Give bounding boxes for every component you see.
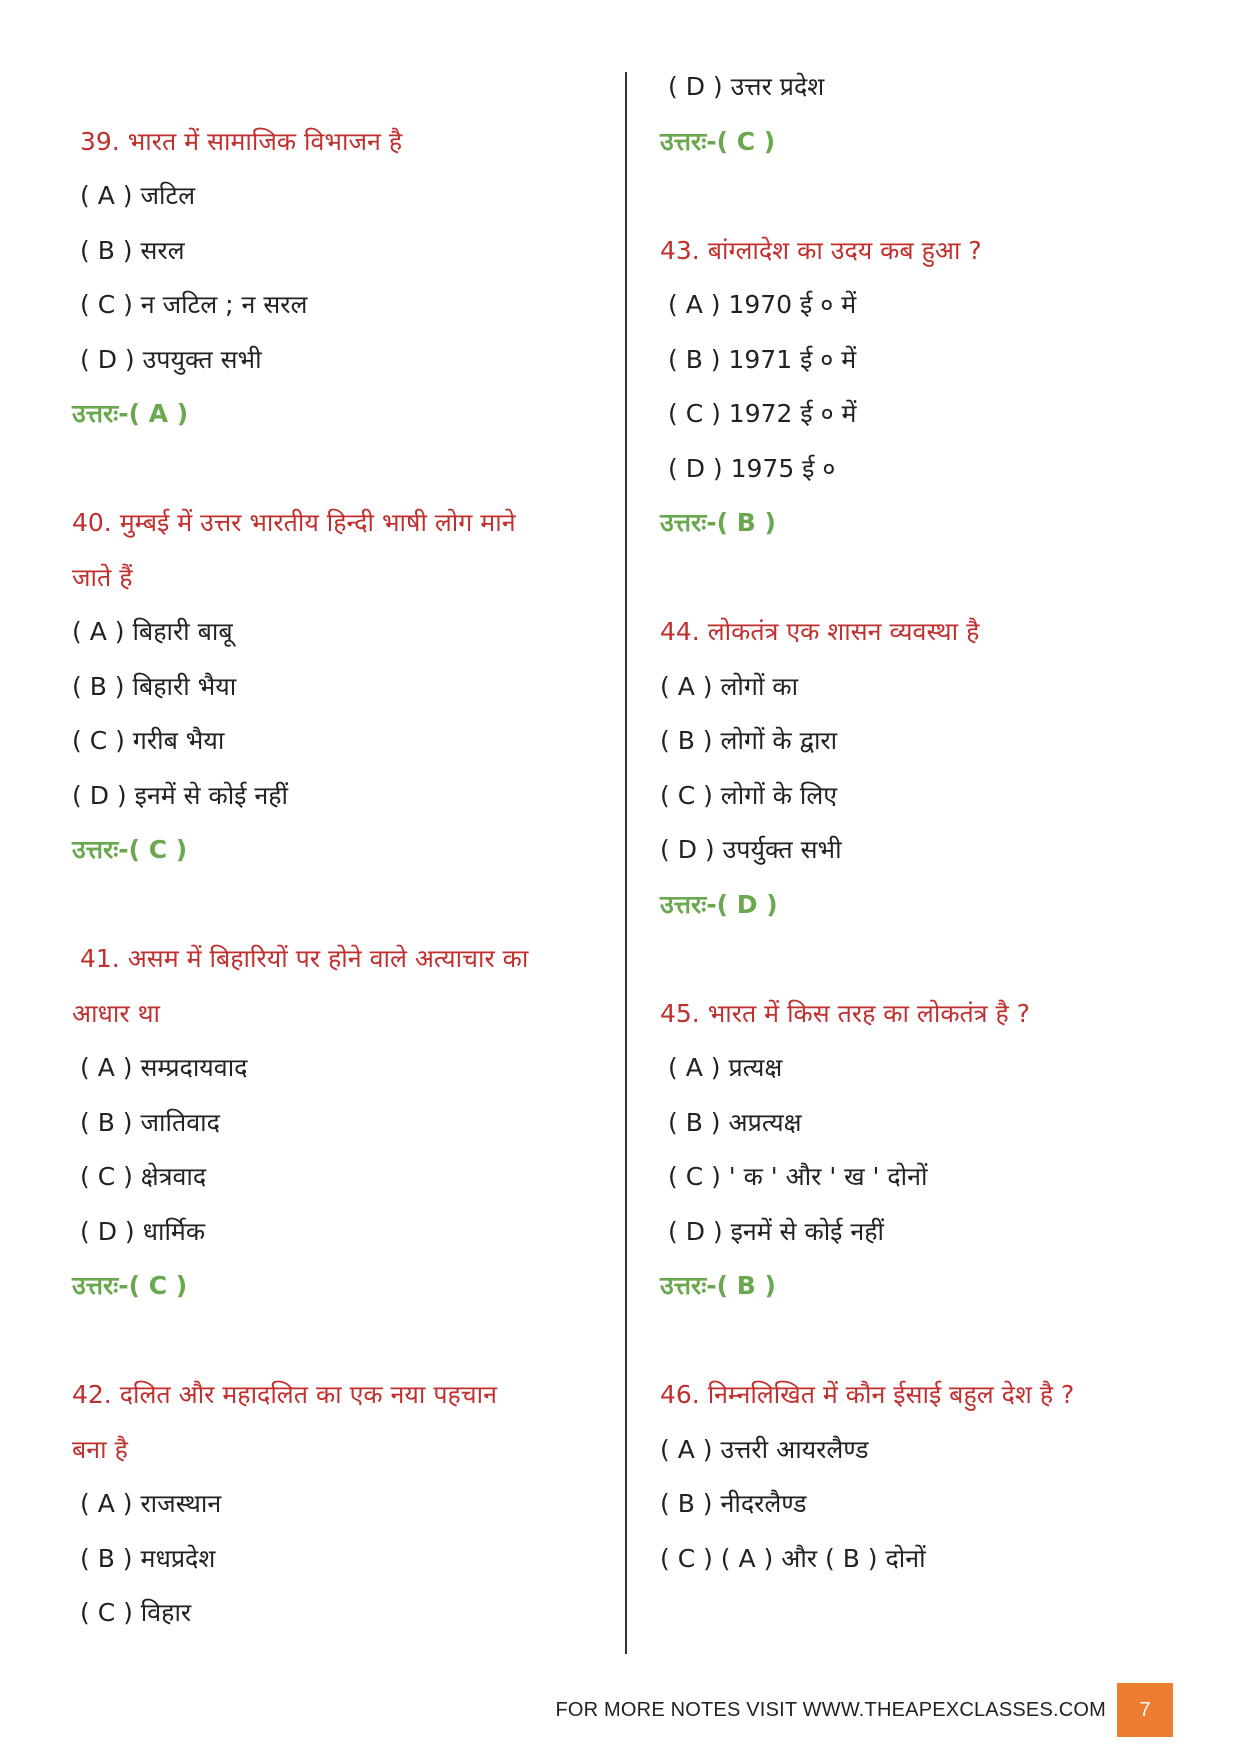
option-44-d: ( D ) उपर्युक्त सभी — [660, 835, 842, 864]
option-46-b: ( B ) नीदरलैण्ड — [660, 1489, 807, 1518]
option-44-b: ( B ) लोगों के द्वारा — [660, 726, 838, 755]
option-42-d: ( D ) उत्तर प्रदेश — [668, 72, 825, 101]
option-43-d: ( D ) 1975 ई ० — [668, 453, 836, 483]
question-41-line1: 41. असम में बिहारियों पर होने वाले अत्याचार का — [80, 944, 529, 973]
left-column — [72, 60, 612, 1641]
question-40-line2: जाते हैं — [72, 562, 133, 592]
option-39-b: ( B ) सरल — [80, 235, 185, 265]
answer-42: उत्तरः-( C ) — [660, 126, 776, 156]
page-footer — [0, 1683, 1241, 1737]
option-43-b: ( B ) 1971 ई ० में — [668, 344, 857, 374]
option-44-c: ( C ) लोगों के लिए — [660, 780, 838, 810]
option-41-a: ( A ) सम्प्रदायवाद — [80, 1053, 248, 1082]
answer-45: उत्तरः-( B ) — [660, 1271, 776, 1300]
option-42-a: ( A ) राजस्थान — [80, 1489, 222, 1518]
footer-website-text: FOR MORE NOTES VISIT WWW.THEAPEXCLASSES.COM — [555, 1699, 1106, 1721]
option-42-c: ( C ) विहार — [80, 1598, 192, 1627]
option-39-c: ( C ) न जटिल ; न सरल — [80, 290, 308, 319]
option-39-a: ( A ) जटिल — [80, 181, 196, 210]
option-45-a: ( A ) प्रत्यक्ष — [668, 1053, 783, 1082]
question-44: 44. लोकतंत्र एक शासन व्यवस्था है — [660, 617, 980, 646]
option-46-c: ( C ) ( A ) और ( B ) दोनों — [660, 1543, 926, 1573]
option-40-a: ( A ) बिहारी बाबू — [72, 617, 233, 646]
option-43-c: ( C ) 1972 ई ० में — [668, 399, 857, 428]
question-43: 43. बांग्लादेश का उदय कब हुआ ? — [660, 235, 982, 265]
question-39: 39. भारत में सामाजिक विभाजन है — [80, 126, 403, 156]
page-number-badge: 7 — [1117, 1683, 1173, 1737]
option-41-b: ( B ) जातिवाद — [80, 1107, 220, 1137]
option-40-b: ( B ) बिहारी भैया — [72, 671, 237, 701]
answer-40: उत्तरः-( C ) — [72, 835, 188, 864]
option-46-a: ( A ) उत्तरी आयरलैण्ड — [660, 1434, 869, 1464]
answer-41: उत्तरः-( C ) — [72, 1271, 188, 1300]
option-44-a: ( A ) लोगों का — [660, 671, 799, 701]
option-43-a: ( A ) 1970 ई ० में — [668, 290, 857, 319]
answer-44: उत्तरः-( D ) — [660, 889, 778, 919]
answer-39: उत्तरः-( A ) — [72, 399, 189, 428]
option-42-b: ( B ) मधप्रदेश — [80, 1543, 216, 1573]
column-divider — [625, 72, 627, 1654]
question-45: 45. भारत में किस तरह का लोकतंत्र है ? — [660, 998, 1031, 1028]
question-42-line2: बना है — [72, 1434, 128, 1464]
option-45-d: ( D ) इनमें से कोई नहीं — [668, 1216, 885, 1246]
question-41-line2: आधार था — [72, 998, 161, 1028]
option-41-c: ( C ) क्षेत्रवाद — [80, 1162, 207, 1191]
option-41-d: ( D ) धार्मिक — [80, 1216, 206, 1246]
option-39-d: ( D ) उपयुक्त सभी — [80, 344, 262, 374]
option-40-c: ( C ) गरीब भैया — [72, 726, 225, 755]
option-40-d: ( D ) इनमें से कोई नहीं — [72, 780, 289, 810]
question-46: 46. निम्नलिखित में कौन ईसाई बहुल देश है ? — [660, 1380, 1075, 1409]
answer-43: उत्तरः-( B ) — [660, 508, 776, 537]
question-40-line1: 40. मुम्बई में उत्तर भारतीय हिन्दी भाषी लोग माने — [72, 508, 516, 537]
option-45-b: ( B ) अप्रत्यक्ष — [668, 1107, 802, 1137]
question-42-line1: 42. दलित और महादलित का एक नया पहचान — [72, 1380, 498, 1409]
option-45-c: ( C ) ' क ' और ' ख ' दोनों — [668, 1162, 928, 1191]
right-column — [660, 60, 1200, 1586]
